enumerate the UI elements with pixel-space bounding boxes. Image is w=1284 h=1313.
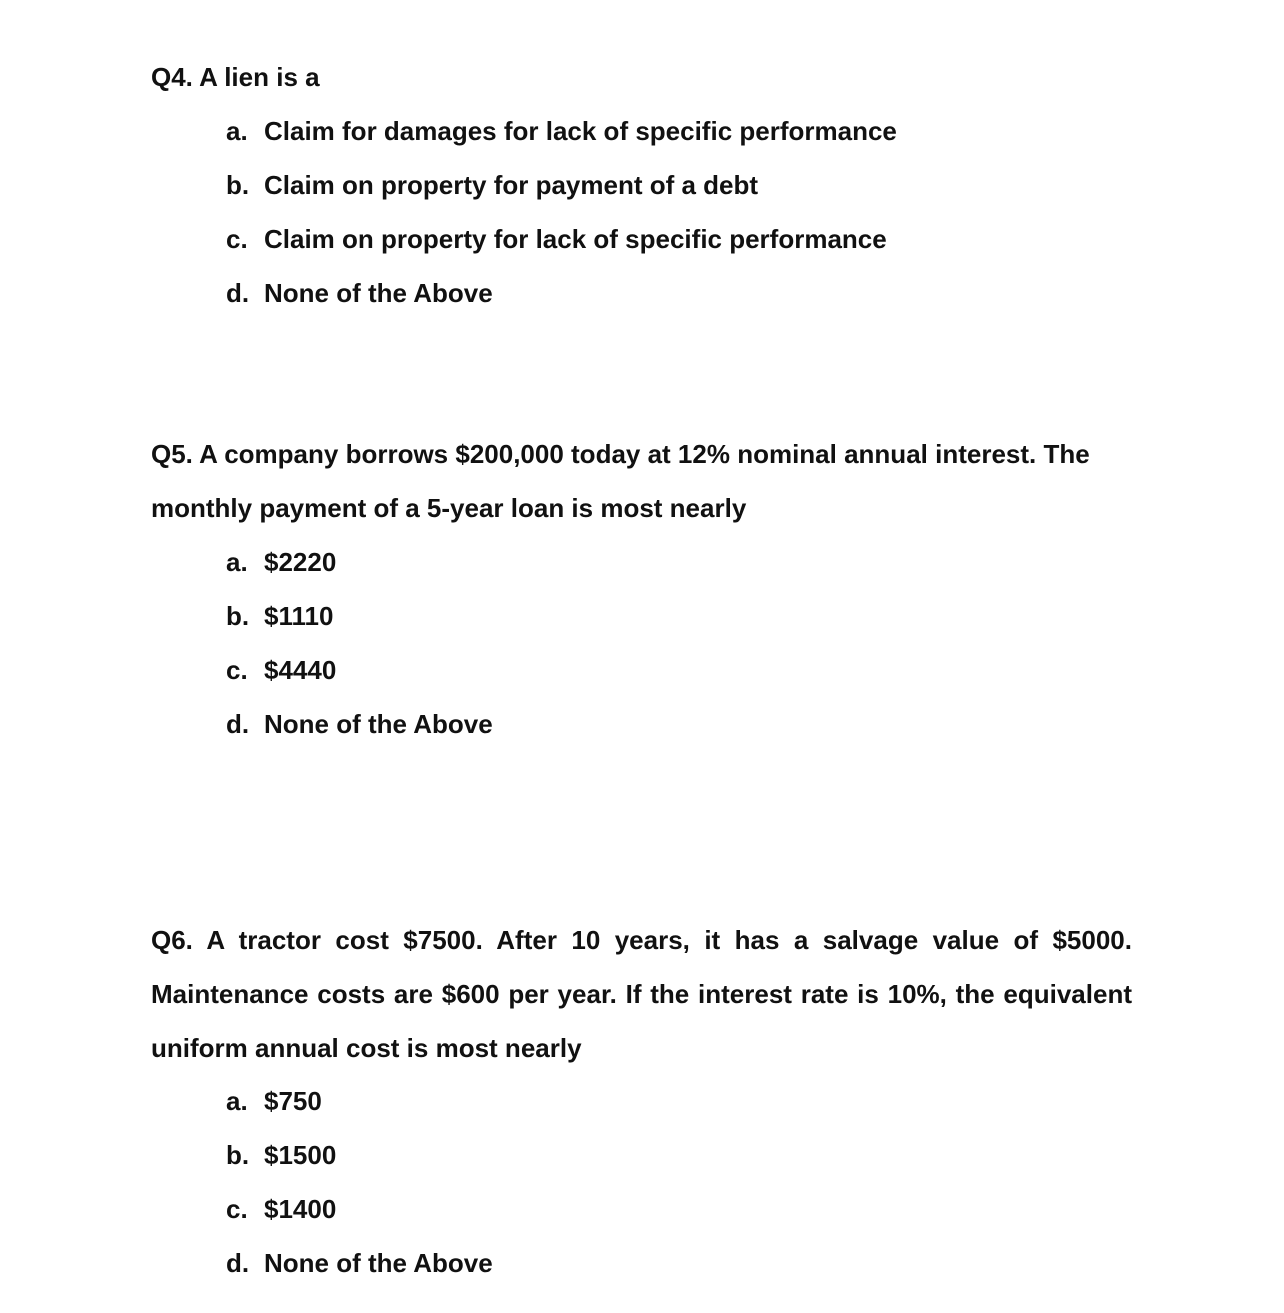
option-letter: d. xyxy=(226,278,250,308)
option-text: $1400 xyxy=(264,1194,337,1224)
option-letter: d. xyxy=(226,1248,250,1278)
option-text: $1110 xyxy=(264,601,334,631)
question-6-stem-line-3: uniform annual cost is most nearly xyxy=(151,1033,582,1063)
option-letter: a. xyxy=(226,547,248,577)
option-text: Claim for damages for lack of specific performance xyxy=(264,116,897,146)
option-text: Claim on property for lack of specific performance xyxy=(264,224,887,254)
option-text: None of the Above xyxy=(264,1248,493,1278)
question-6-option-d xyxy=(226,1247,493,1279)
question-4-stem: Q4. A lien is a xyxy=(151,62,320,92)
option-letter: c. xyxy=(226,1194,248,1224)
question-4-option-b xyxy=(226,169,758,201)
option-text: $2220 xyxy=(264,547,337,577)
question-4-option-a xyxy=(226,115,897,147)
question-5-stem-line-1: Q5. A company borrows $200,000 today at 12% nominal annual interest. The xyxy=(151,439,1090,469)
question-4-option-c xyxy=(226,223,887,255)
option-letter: c. xyxy=(226,224,248,254)
option-text: $1500 xyxy=(264,1140,337,1170)
question-6-stem-line-1: Q6. A tractor cost $7500. After 10 years, it has a salvage value of $5000. xyxy=(151,925,1132,955)
question-5-option-a xyxy=(226,546,336,578)
question-6-option-b xyxy=(226,1139,336,1171)
option-letter: a. xyxy=(226,1086,248,1116)
question-4-option-d xyxy=(226,277,493,309)
option-letter: b. xyxy=(226,170,250,200)
option-letter: d. xyxy=(226,709,250,739)
question-6-stem-line-2: Maintenance costs are $600 per year. If the interest rate is 10%, the equivalent xyxy=(151,979,1132,1009)
option-letter: b. xyxy=(226,601,250,631)
option-text: $750 xyxy=(264,1086,322,1116)
question-6-option-a xyxy=(226,1085,322,1117)
question-6-option-c xyxy=(226,1193,336,1225)
option-letter: c. xyxy=(226,655,248,685)
option-text: None of the Above xyxy=(264,278,493,308)
option-text: $4440 xyxy=(264,655,337,685)
option-letter: b. xyxy=(226,1140,250,1170)
option-text: None of the Above xyxy=(264,709,493,739)
question-5-option-d xyxy=(226,708,493,740)
question-5-stem-line-2: monthly payment of a 5-year loan is most nearly xyxy=(151,493,747,523)
option-text: Claim on property for payment of a debt xyxy=(264,170,759,200)
question-5-option-c xyxy=(226,654,336,686)
question-5-option-b xyxy=(226,600,333,632)
option-letter: a. xyxy=(226,116,248,146)
